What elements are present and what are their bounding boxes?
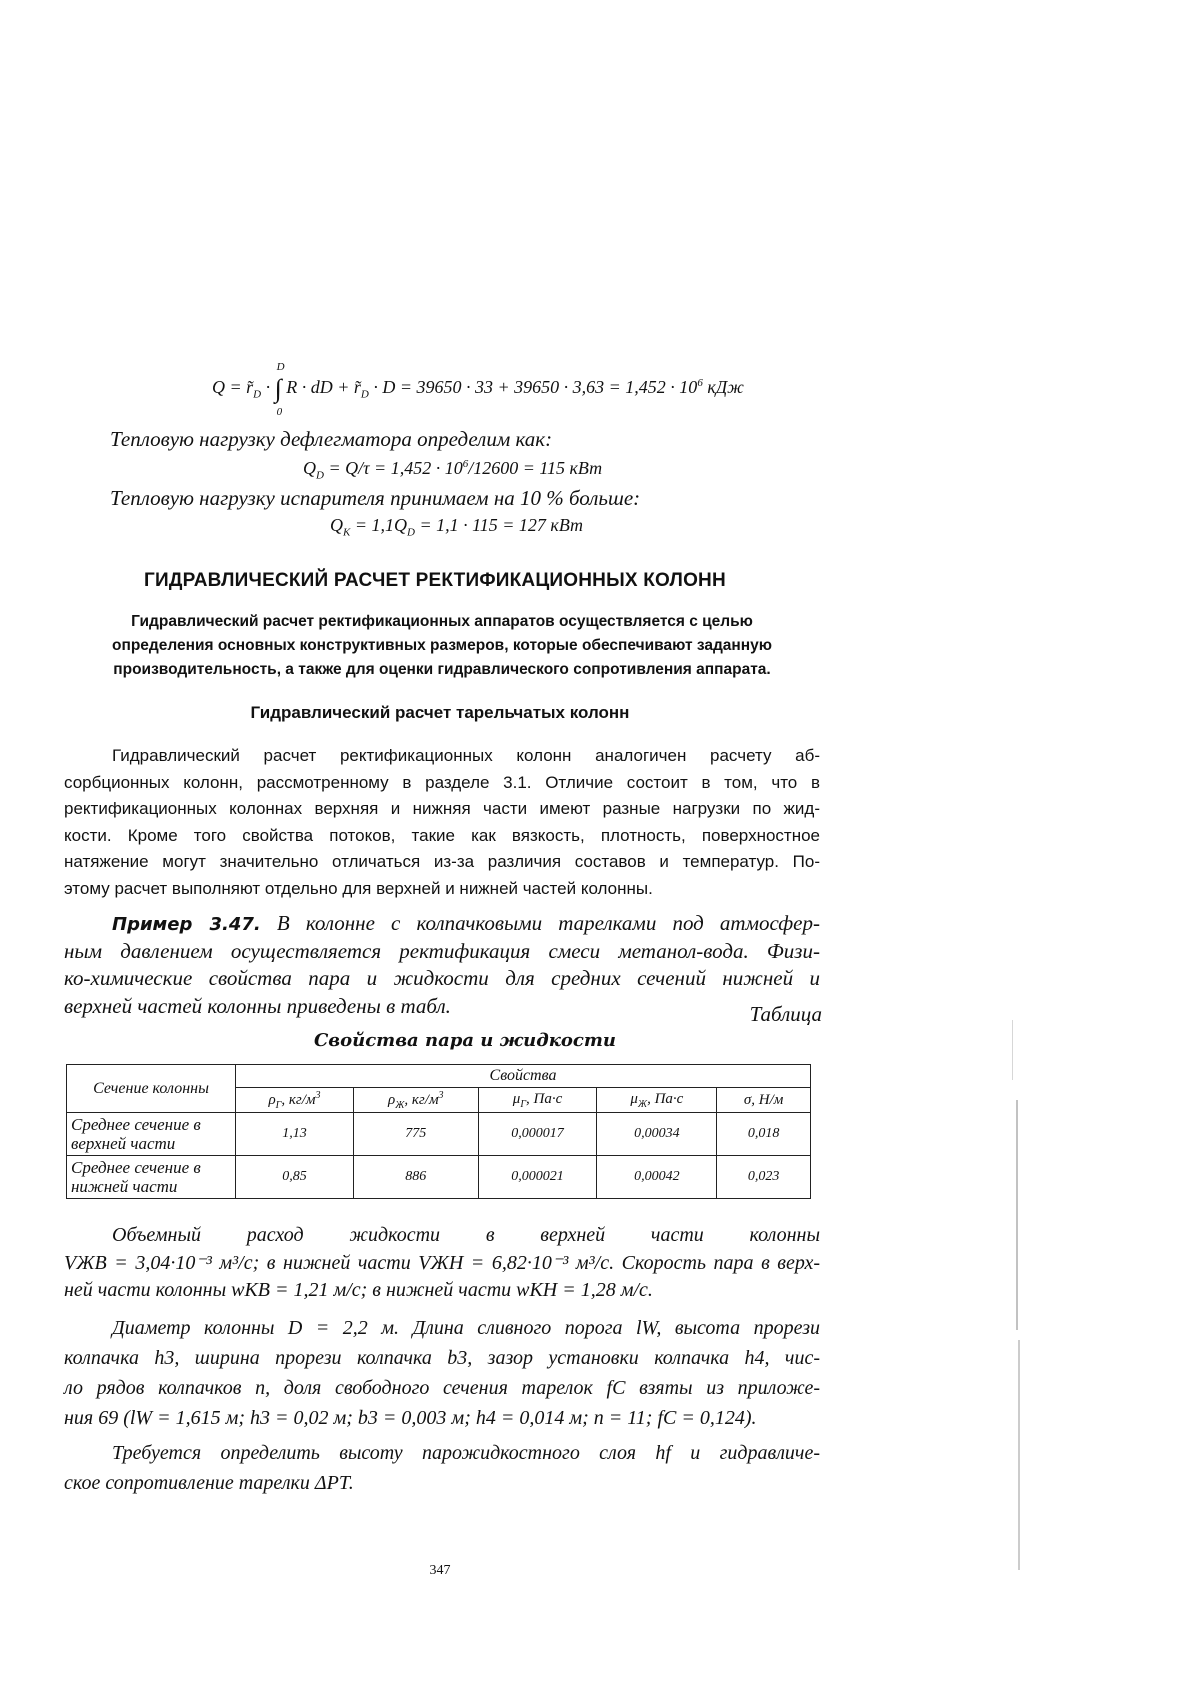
equation-deflegmator: $Q_D = Q/\tau = 1,452 \cdot 10^6/12600 = 115$ кВт — [303, 458, 603, 482]
page-number: 347 — [429, 1563, 451, 1578]
table-caption: Таблица — [749, 1002, 822, 1026]
diameter-line: ло рядов колпачков n, доля свободного сечения тарелок fC взяты из приложе- — [64, 1377, 820, 1399]
flow-line: Объемный расход жидкости в верхней части колонны — [112, 1224, 820, 1246]
evaporator-intro: Тепловую нагрузку испарителя принимаем на 10 % больше: — [110, 486, 641, 510]
table-cell-section: Среднее сечение в нижней части — [67, 1156, 236, 1199]
properties-table — [66, 1064, 811, 1199]
table-cell: 0,018 — [717, 1113, 811, 1156]
table-cell: 0,000021 — [478, 1156, 597, 1199]
table-cell: 886 — [353, 1156, 478, 1199]
flow-rates-paragraph — [64, 1222, 820, 1305]
section-title: ГИДРАВЛИЧЕСКИЙ РАСЧЕТ РЕКТИФИКАЦИОННЫХ КОЛОНН — [144, 570, 726, 591]
table-cell: 0,000017 — [478, 1113, 597, 1156]
example-first-line: Пример 3.47. В колонне с колпачковыми тарелками под атмосфер- — [112, 911, 820, 935]
section-abstract — [64, 610, 820, 682]
section-subtitle: Гидравлический расчет тарельчатых колонн — [250, 703, 630, 722]
task-line: Требуется определить высоту парожидкостного слоя hf и гидравличе- — [112, 1442, 820, 1464]
diameter-paragraph — [64, 1313, 820, 1433]
equation-heat-total: $Q = r͂_D$ · ∫ D 0 R · dD + $r͂_D \cdot D = 39650 \cdot 33 + 39650 \cdot 3,63 = 1,452 \cdot 10^6$ кДж — [212, 361, 744, 418]
deflegmator-intro: Тепловую нагрузку дефлегматора определим как: — [110, 427, 553, 451]
paragraph-line: сорбционных колонн, рассмотренному в разделе 3.1. Отличие состоит в том, что в — [64, 772, 820, 792]
column-header-liquid-viscosity: $\mu_Ж$, Па·с — [597, 1088, 717, 1113]
scan-margin-line — [1018, 1340, 1020, 1570]
integral-sign: ∫ D 0 — [274, 361, 285, 418]
column-header-properties: Свойства — [236, 1065, 811, 1088]
task-line: ское сопротивление тарелки ΔPТ. — [64, 1472, 354, 1494]
column-header-surface-tension: σ, Н/м — [717, 1088, 811, 1113]
scan-margin-line — [1012, 1020, 1013, 1080]
diameter-line: ния 69 (lW = 1,615 м; h3 = 0,02 м; b3 = 0,003 м; h4 = 0,014 м; n = 11; fC = 0,124). — [64, 1407, 757, 1429]
paragraph-line: Гидравлический расчет ректификационных колонн аналогичен расчету аб- — [112, 746, 820, 765]
paragraph-line: кости. Кроме того свойства потоков, такие как вязкость, плотность, поверхностное — [64, 825, 820, 845]
diameter-line: Диаметр колонны D = 2,2 м. Длина сливного порога lW, высота прорези — [112, 1317, 820, 1339]
table-row — [67, 1113, 811, 1156]
table-cell: 0,00042 — [597, 1156, 717, 1199]
paragraph-line: этому расчет выполняют отдельно для верхней и нижней частей колонны. — [64, 878, 653, 898]
flow-line: ней части колонны wКВ = 1,21 м/с; в нижней части wКН = 1,28 м/с. — [64, 1279, 653, 1301]
table-row — [67, 1156, 811, 1199]
flow-line: VЖВ = 3,04·10⁻³ м³/с; в нижней части VЖН = 6,82·10⁻³ м³/с. Скорость пара в верх- — [64, 1251, 820, 1274]
column-header-section: Сечение колонны — [67, 1065, 236, 1113]
table-title: Свойства пара и жидкости — [313, 1030, 616, 1051]
example-line: ным давлением осуществляется ректификация смеси метанол-вода. Физи- — [64, 938, 820, 963]
abstract-line: Гидравлический расчет ректификационных аппаратов осуществляется с целью — [131, 613, 753, 630]
task-paragraph — [64, 1438, 820, 1498]
example-line: ко-химические свойства пара и жидкости для средних сечений нижней и — [64, 966, 820, 990]
intro-paragraph — [64, 743, 820, 903]
paragraph-line: ректификационных колоннах верхняя и нижняя части имеют разные нагрузки по жид- — [64, 799, 820, 819]
table-cell: 0,00034 — [597, 1113, 717, 1156]
example-line: верхней частей колонны приведены в табл. — [64, 993, 451, 1018]
column-header-liquid-density: $\rho_Ж$, $кг/м^3$ — [353, 1088, 478, 1113]
abstract-line: производительность, а также для оценки гидравлического сопротивления аппарата. — [113, 661, 771, 678]
table-cell-section: Среднее сечение в верхней части — [67, 1113, 236, 1156]
equation-evaporator: $Q_K = 1,1Q_D = 1,1 \cdot 115 = 127$ кВт — [330, 515, 584, 539]
abstract-line: определения основных конструктивных размеров, которые обеспечивают заданную — [112, 637, 772, 654]
table-cell: 0,023 — [717, 1156, 811, 1199]
table-cell: 775 — [353, 1113, 478, 1156]
table-cell: 0,85 — [236, 1156, 354, 1199]
paragraph-line: натяжение могут значительно отличаться из-за различия составов и температур. По- — [64, 852, 820, 872]
example-paragraph — [64, 910, 820, 1020]
column-header-gas-density: $\rho_Г$, $кг/м^3$ — [236, 1088, 354, 1113]
diameter-line: колпачка h3, ширина прорези колпачка b3, зазор установки колпачка h4, чис- — [64, 1347, 820, 1369]
column-header-gas-viscosity: $\mu_Г$, Па·с — [478, 1088, 597, 1113]
example-label: Пример 3.47. — [112, 914, 261, 935]
scan-margin-line — [1016, 1100, 1018, 1330]
table-cell: 1,13 — [236, 1113, 354, 1156]
